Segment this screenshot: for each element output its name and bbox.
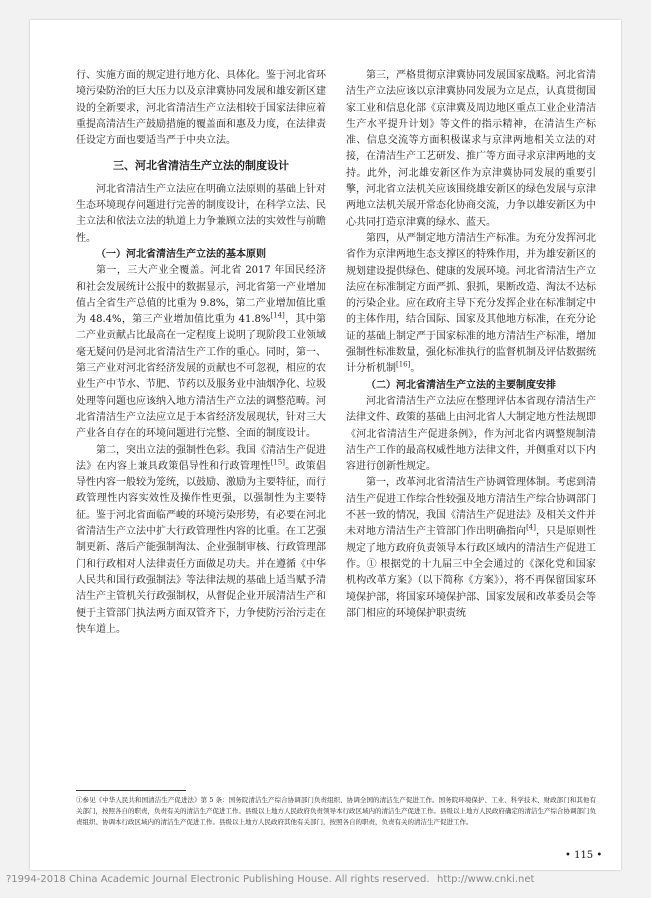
right-column: [346, 68, 596, 622]
subsection-title-system: （二）河北省清洁生产立法的主要制度安排: [366, 379, 556, 391]
citation-ref: [4]: [526, 523, 536, 532]
principle-first-paragraph: [76, 263, 326, 442]
footnote: ①参见《中华人民共和国清洁生产促进法》第 5 条：国务院清洁生产综合协调部门负责组织、协调全国的清洁生产促进工作。国务院环境保护、工业、科学技术、财政部门和其他有关部门，按照各自的职责，负责有关的清洁生产促进工作。县级以上地方人民政府负责领导本行政区域内的清洁生产促进工作。县级以上地方人民政府确定的清洁生产综合协调部门负责组织、协调本行政区域内的清洁生产促进工作。县级以上地方人民政府其他有关部门，按照各自的职责，负责有关的清洁生产促进工作。: [76, 796, 596, 826]
principle-second-paragraph: [76, 443, 326, 639]
citation-ref: [16]: [396, 361, 411, 370]
reform-paragraph: [346, 475, 596, 622]
citation-ref: [15]: [270, 458, 286, 467]
copyright-notice: ?1994-2018 China Academic Journal Electronic Publishing House. All rights reserved.: [6, 874, 430, 885]
citation-ref: [14]: [270, 311, 285, 320]
principle-first-text-a: 第一，三大产业全覆盖。河北省 2017 年国民经济和社会发展统计公报中的数据显示，河北省第一产业增加值占全省生产总值的比重为 9.8%，第二产业增加值比重为 48.4%，第三产业增加值比重为 41.8%: [76, 265, 326, 326]
subsection-title-principles: （一）河北省清洁生产立法的基本原则: [96, 248, 266, 260]
principle-fourth-text-b: 。: [410, 363, 421, 375]
publisher-footer: [0, 868, 651, 898]
left-column: [76, 68, 326, 638]
reform-text-a: 第一，改革河北省清洁生产协调管理体制。考虑到清洁生产促进工作综合性较强及地方清洁生产综合协调部门不甚一致的情况，我国《清洁生产促进法》及相关文件并未对地方清洁生产主管部门作出明确指向: [346, 477, 596, 538]
section-intro-paragraph: 河北省清洁生产立法应在明确立法原则的基础上针对生态环境现存问题进行完善的制度设计，在科学立法、民主立法和依法立法的轨道上力争兼顾立法的实效性与前瞻性。: [76, 183, 326, 244]
principle-third-paragraph: 第三，严格贯彻京津冀协同发展国家战略。河北省清洁生产立法应该以京津冀协同发展为立足点，认真贯彻国家工业和信息化部《京津冀及周边地区重点工业企业清洁生产水平提升计划》等文件的指示精神，在清洁生产标准、信息交流等方面积极谋求与京津两地相关立法的对接，在清洁生产工艺研发、推广等方面寻求京津两地的支持。此外，河北雄安新区作为京津冀协同发展的重要引擎，河北省立法机关应该围绕雄安新区的绿色发展与京津两地立法机关展开常态化协商交流，力争以雄安新区为中心共同打造京津冀的绿水、蓝天。: [346, 70, 596, 228]
principle-fourth-paragraph: [346, 231, 596, 378]
page-number: • 115 •: [565, 850, 603, 861]
cnki-link[interactable]: http://www.cnki.net: [437, 874, 535, 885]
reform-text-b: ，只是原则性规定了地方政府负责领导本行政区域内的清洁生产促进工作。① 根据党的十九届三中全会通过的《深化党和国家机构改革方案》（以下简称《方案》），将不再保留国家环境保护部，将国家环境保护部、国家发展和改革委员会等部门相应的环境保护职责统: [346, 526, 597, 619]
system-intro-paragraph: 河北省清洁生产立法应在整理评估本省现存清洁生产法律文件、政策的基础上由河北省人大制定地方性法规即《河北省清洁生产促进条例》，作为河北省内调整规制清洁生产工作的最高权威性地方法律文件，并侧重对以下内容进行创新性规定。: [346, 395, 596, 473]
footnote-divider: [76, 790, 186, 791]
principle-fourth-text-a: 第四，从严制定地方清洁生产标准。为充分发挥河北省作为京津两地生态支撑区的特殊作用，并为雄安新区的规划建设提供绿色、健康的发展环境。河北省清洁生产立法应在标准制定方面严抓、狠抓，果断改造、淘汰不达标的污染企业。应在政府主导下充分发挥企业在标准制定中的主体作用，结合国际、国家及其他地方标准，在充分论证的基础上制定严于国家标准的地方清洁生产标准，增加强制性标准数量，强化标准执行的监督机制及评估数据统计分析机制: [346, 232, 596, 375]
principle-second-text-a: 第二，突出立法的强制性色彩。我国《清洁生产促进法》在内容上兼具政策倡导性和行政管理性: [76, 444, 326, 472]
principle-first-text-b: ，其中第二产业贡献占比最高在一定程度上说明了现阶段工业领域毫无疑问仍是河北省清洁生产工作的重心。同时，第一、第三产业对河北省经济发展的贡献也不可忽视，相应的农业生产中节水、节肥、节药以及服务业中油烟净化、垃圾处理等问题也应该纳入地方清洁生产立法的调整范畴。河北省清洁生产立法应立足于本省经济发展现状，针对三大产业各自存在的环境问题进行完整、全面的制度设计。: [76, 314, 327, 440]
section-title: 三、河北省清洁生产立法的制度设计: [113, 159, 289, 173]
paper-page: [30, 20, 621, 870]
intro-paragraph: 行、实施方面的规定进行地方化、具体化。鉴于河北省环境污染防治的巨大压力以及京津冀协同发展和雄安新区建设的全新要求，河北省清洁生产立法相较于国家法律应着重提高清洁生产鼓励措施的覆盖面和惠及力度，在法律责任设定方面也要适当严于中央立法。: [76, 70, 326, 147]
principle-second-text-b: 。政策倡导性内容一般较为笼统，以鼓励、激励为主要特征，而行政管理性内容实效性及操作性更强，以强制性为主要特征。鉴于河北省面临严峻的环境污染形势，有必要在河北省清洁生产立法中扩大行政管理性内容的比重。在工艺强制更新、落后产能强制淘汰、企业强制审核、行政管理部门和行政相对人法律责任方面做足功夫。并在遵循《中华人民共和国行政强制法》等法律法规的基础上适当赋予清洁生产主管机关行政强制权，从督促企业开展清洁生产和便于主管部门执法两方面双管齐下，力争使防污治污走在快车道上。: [76, 460, 327, 635]
